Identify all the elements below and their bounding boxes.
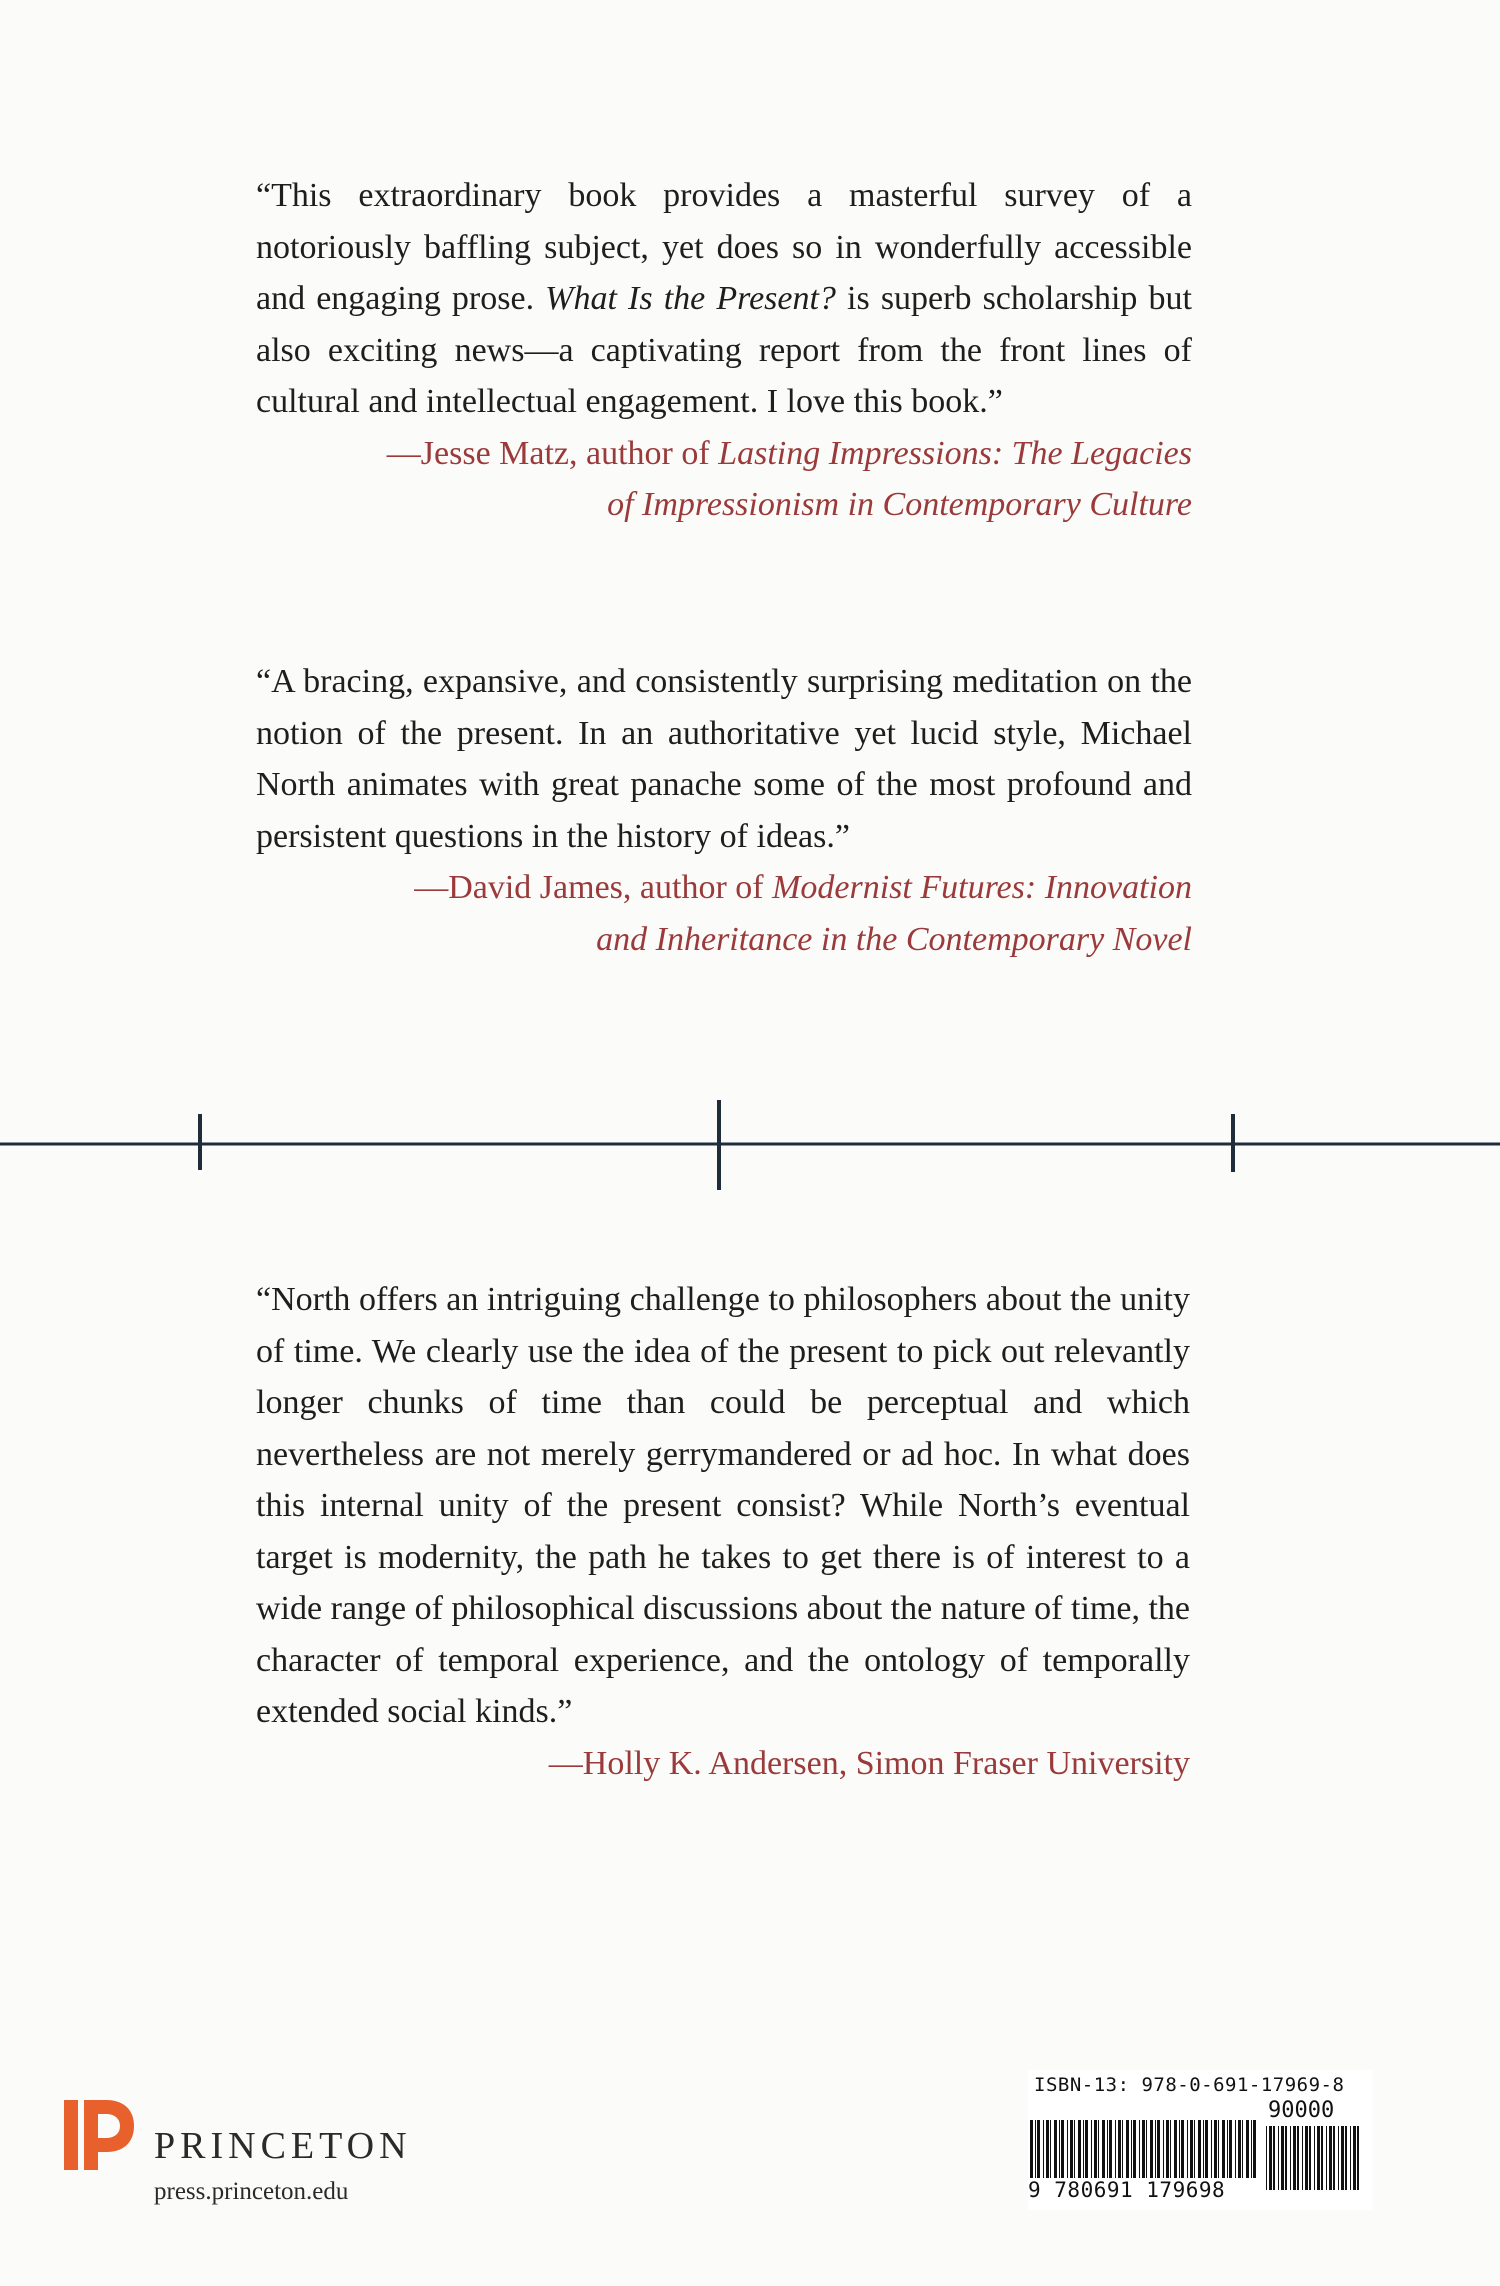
barcode-bar	[1083, 2120, 1084, 2178]
blurb-3	[256, 1274, 1190, 1789]
price-addon-barcode-bars	[1264, 2126, 1364, 2194]
barcode-bar	[1150, 2120, 1153, 2178]
book-title-italic: What Is the Present?	[545, 280, 836, 317]
barcode-bar	[1118, 2120, 1121, 2178]
barcode-bar	[1107, 2120, 1108, 2178]
barcode-bar	[1094, 2120, 1097, 2178]
blurb-2-work-title-line2: and Inheritance in the Contemporary Novel	[596, 920, 1192, 958]
barcode-bar	[1109, 2120, 1112, 2178]
barcode-bar	[1054, 2120, 1057, 2178]
addon-bar	[1345, 2126, 1347, 2190]
isbn-label: ISBN-13: 978-0-691-17969-8	[1034, 2074, 1345, 2096]
barcode-bar	[1133, 2120, 1136, 2178]
addon-bar	[1302, 2126, 1303, 2190]
barcode-bar	[1085, 2120, 1088, 2178]
blurb-2-attribution	[256, 862, 1192, 965]
barcode-bar	[1179, 2120, 1180, 2178]
barcode-bar	[1238, 2120, 1241, 2178]
barcode-bar	[1122, 2120, 1123, 2178]
addon-bar	[1314, 2126, 1315, 2190]
blurb-2	[256, 656, 1192, 965]
barcode-bar	[1157, 2120, 1160, 2178]
blurb-3-quote: “North offers an intriguing challenge to philosophers about the unity of time. We clearly use the idea of the present to pick out relevantly longer chunks of time than could be perceptual and which nevertheless are not merely gerrymandered or ad hoc. In what does this internal unity of the present consist? While North’s eventual target is modernity, the path he takes to get there is of interest to a wide range of philosophical discussions about the nature of time, the character of temporal experience, and the ontology of temporally extended social kinds.”	[256, 1281, 1190, 1730]
addon-bar	[1297, 2126, 1299, 2190]
addon-bar	[1305, 2126, 1308, 2190]
barcode-bar	[1046, 2120, 1049, 2178]
barcode-bar	[1211, 2120, 1212, 2178]
barcode-bar	[1131, 2120, 1132, 2178]
barcode-bar	[1126, 2120, 1129, 2178]
barcode-bar	[1187, 2120, 1188, 2178]
barcode-bar	[1242, 2120, 1243, 2178]
addon-bar	[1269, 2126, 1272, 2190]
barcode-bar	[1163, 2120, 1164, 2178]
blurb-1-quote-text-cont: is superb scholarship but also exciting news—a captivating report from the front lines of cultural and intellectual engagement. I love this book.”	[256, 280, 1192, 420]
addon-bar	[1309, 2126, 1311, 2190]
blurb-1-quote	[256, 170, 1192, 428]
barcode-bar	[1091, 2120, 1092, 2178]
barcode-bar	[1253, 2120, 1256, 2178]
barcode-bar	[1146, 2120, 1147, 2178]
princeton-shield-logo-icon	[60, 2096, 138, 2174]
barcode-bar	[1190, 2120, 1193, 2178]
barcode-bar	[1166, 2120, 1169, 2178]
barcode-bar	[1098, 2120, 1099, 2178]
publisher-name: PRINCETON	[154, 2125, 412, 2167]
publisher-url: press.princeton.edu	[154, 2178, 349, 2205]
addon-bar	[1329, 2126, 1332, 2190]
blurb-3-attribution: —Holly K. Andersen, Simon Fraser University	[548, 1744, 1190, 1782]
addon-bar	[1321, 2126, 1323, 2190]
addon-bar	[1350, 2126, 1351, 2190]
blurb-1-attribution	[256, 428, 1192, 531]
addon-bar	[1338, 2126, 1339, 2190]
addon-bar	[1357, 2126, 1359, 2190]
barcode-bar	[1155, 2120, 1156, 2178]
publisher-block	[60, 2090, 460, 2230]
timeline-divider	[0, 1100, 1500, 1190]
barcode-bar	[1214, 2120, 1217, 2178]
barcode-bar	[1170, 2120, 1171, 2178]
addon-bar	[1278, 2126, 1279, 2190]
barcode-bar	[1115, 2120, 1116, 2178]
addon-bar	[1341, 2126, 1344, 2190]
barcode-bar	[1035, 2120, 1036, 2178]
barcode-bar	[1078, 2120, 1081, 2178]
barcode-bar	[1043, 2120, 1044, 2178]
barcode-bar	[1070, 2120, 1073, 2178]
barcode-bar	[1142, 2120, 1145, 2178]
addon-bar	[1285, 2126, 1287, 2190]
barcode-bar	[1061, 2120, 1064, 2178]
addon-bar	[1353, 2126, 1356, 2190]
barcode-bar	[1059, 2120, 1060, 2178]
blurb-1-work-title-line1: Lasting Impressions: The Legacies	[718, 434, 1192, 472]
barcode-bar	[1246, 2120, 1249, 2178]
barcode-bar	[1139, 2120, 1140, 2178]
barcode-bar	[1102, 2120, 1105, 2178]
addon-bar	[1266, 2126, 1267, 2190]
blurb-2-work-title-line1: Modernist Futures: Innovation	[772, 869, 1192, 906]
barcode-bar	[1205, 2120, 1208, 2178]
blurb-1-work-title-line2: of Impressionism in Contemporary Culture	[607, 486, 1192, 523]
barcode-bar	[1203, 2120, 1204, 2178]
barcode-bar	[1235, 2120, 1236, 2178]
blurb-2-quote: “A bracing, expansive, and consistently surprising meditation on the notion of the present. In an authoritative yet lucid style, Michael North animates with great panache some of the most profound and persistent questions in the history of ideas.”	[256, 663, 1192, 855]
addon-bar	[1326, 2126, 1327, 2190]
barcode-bar	[1037, 2120, 1040, 2178]
isbn-barcode	[1028, 2070, 1373, 2210]
barcode-bar	[1050, 2120, 1051, 2178]
addon-bar	[1317, 2126, 1320, 2190]
barcode-bar	[1251, 2120, 1252, 2178]
blurb-1-author: —Jesse Matz, author of	[386, 434, 719, 472]
blurb-2-author: —David James, author of	[414, 869, 773, 906]
barcode-bar	[1030, 2120, 1033, 2178]
addon-bar	[1273, 2126, 1275, 2190]
addon-bar	[1290, 2126, 1291, 2190]
barcode-bar	[1074, 2120, 1075, 2178]
addon-bar	[1333, 2126, 1335, 2190]
barcode-bar	[1222, 2120, 1225, 2178]
blurb-1	[256, 170, 1192, 531]
price-code: 90000	[1268, 2098, 1335, 2123]
barcode-bar	[1174, 2120, 1177, 2178]
barcode-bar	[1181, 2120, 1184, 2178]
addon-bar	[1281, 2126, 1284, 2190]
barcode-bar	[1218, 2120, 1219, 2178]
barcode-bar	[1229, 2120, 1232, 2178]
barcode-bar	[1194, 2120, 1195, 2178]
blurb-1-quote-text: “This extraordinary book provides a masterful survey of a notoriously baffling subject, yet does so in wonderfully accessible and engaging prose.	[256, 177, 1192, 317]
barcode-bar	[1067, 2120, 1068, 2178]
barcode-bar	[1198, 2120, 1201, 2178]
barcode-digits: 9 780691 179698	[1028, 2178, 1226, 2202]
addon-bar	[1293, 2126, 1296, 2190]
barcode-bar	[1227, 2120, 1228, 2178]
